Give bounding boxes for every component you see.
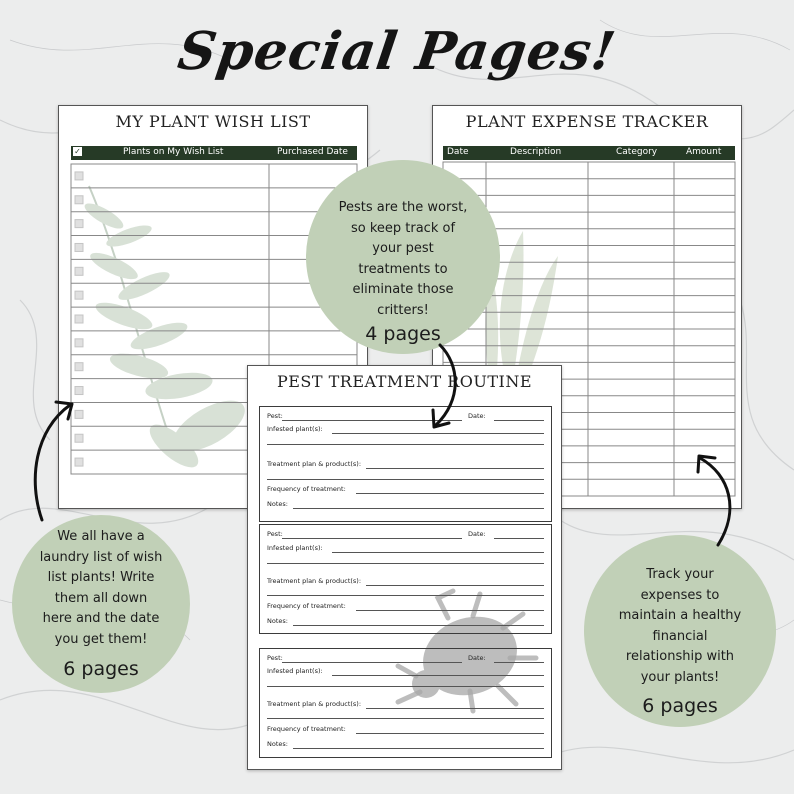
- frequency-label: Frequency of treatment:: [267, 602, 346, 610]
- bubble-line: We all have a: [57, 529, 145, 544]
- arrow-to-wish-list-icon: [35, 405, 70, 520]
- plan-label: Treatment plan & product(s):: [267, 700, 362, 708]
- date-label: Date:: [468, 412, 486, 420]
- expenses-pages: 6 pages: [642, 695, 718, 717]
- expense-col-date: Date: [447, 147, 469, 157]
- check-icon: ✓: [74, 147, 81, 156]
- bubble-line: maintain a healthy: [618, 608, 742, 623]
- bubble-line: critters!: [377, 302, 429, 318]
- expense-col-category: Category: [616, 147, 658, 157]
- bubble-line: relationship with: [625, 649, 735, 664]
- bubble-line: laundry list of wish: [39, 549, 163, 565]
- pests-pages: 4 pages: [365, 323, 441, 345]
- notes-label: Notes:: [267, 500, 288, 508]
- headline: Special Pages!: [174, 21, 620, 82]
- bubble-line: eliminate those: [352, 282, 454, 297]
- wish-pages: 6 pages: [63, 658, 139, 680]
- bubble-line: Track your: [646, 567, 714, 582]
- bubble-line: treatments to: [358, 261, 448, 277]
- date-label: Date:: [468, 654, 486, 662]
- pest-label: Pest:: [267, 412, 283, 420]
- wish-list-col-plants: Plants on My Wish List: [123, 147, 224, 157]
- bubble-line: here and the date: [42, 611, 160, 626]
- bubble-line: your pest: [372, 241, 434, 256]
- bubble-line: so keep track of: [350, 220, 456, 236]
- bubble-line: them all down: [54, 590, 148, 606]
- arrow-to-expense-tracker-icon: [700, 458, 730, 545]
- pest-label: Pest:: [267, 654, 283, 662]
- plan-label: Treatment plan & product(s):: [267, 460, 362, 468]
- frequency-label: Frequency of treatment:: [267, 485, 346, 493]
- plan-label: Treatment plan & product(s):: [267, 577, 362, 585]
- infested-label: Infested plant(s):: [267, 544, 323, 552]
- bubble-line: your plants!: [640, 669, 720, 685]
- pest-treatment-title: PEST TREATMENT ROUTINE: [276, 372, 533, 391]
- bubble-line: list plants! Write: [47, 570, 155, 585]
- wish-list-col-date: Purchased Date: [277, 147, 348, 157]
- bubble-line: financial: [652, 628, 708, 644]
- pest-label: Pest:: [267, 530, 283, 538]
- bubble-line: expenses to: [640, 587, 720, 603]
- notes-label: Notes:: [267, 740, 288, 748]
- infested-label: Infested plant(s):: [267, 425, 323, 433]
- notes-label: Notes:: [267, 617, 288, 625]
- date-label: Date:: [468, 530, 486, 538]
- bubble-line: you get them!: [54, 631, 148, 647]
- frequency-label: Frequency of treatment:: [267, 725, 346, 733]
- bubble-line: Pests are the worst,: [338, 200, 468, 215]
- infested-label: Infested plant(s):: [267, 667, 323, 675]
- wish-list-title: MY PLANT WISH LIST: [115, 112, 311, 131]
- arrow-to-pest-page-icon: [436, 345, 455, 425]
- expense-col-description: Description: [510, 147, 562, 157]
- expense-tracker-title: PLANT EXPENSE TRACKER: [465, 112, 709, 131]
- expense-col-amount: Amount: [686, 147, 722, 157]
